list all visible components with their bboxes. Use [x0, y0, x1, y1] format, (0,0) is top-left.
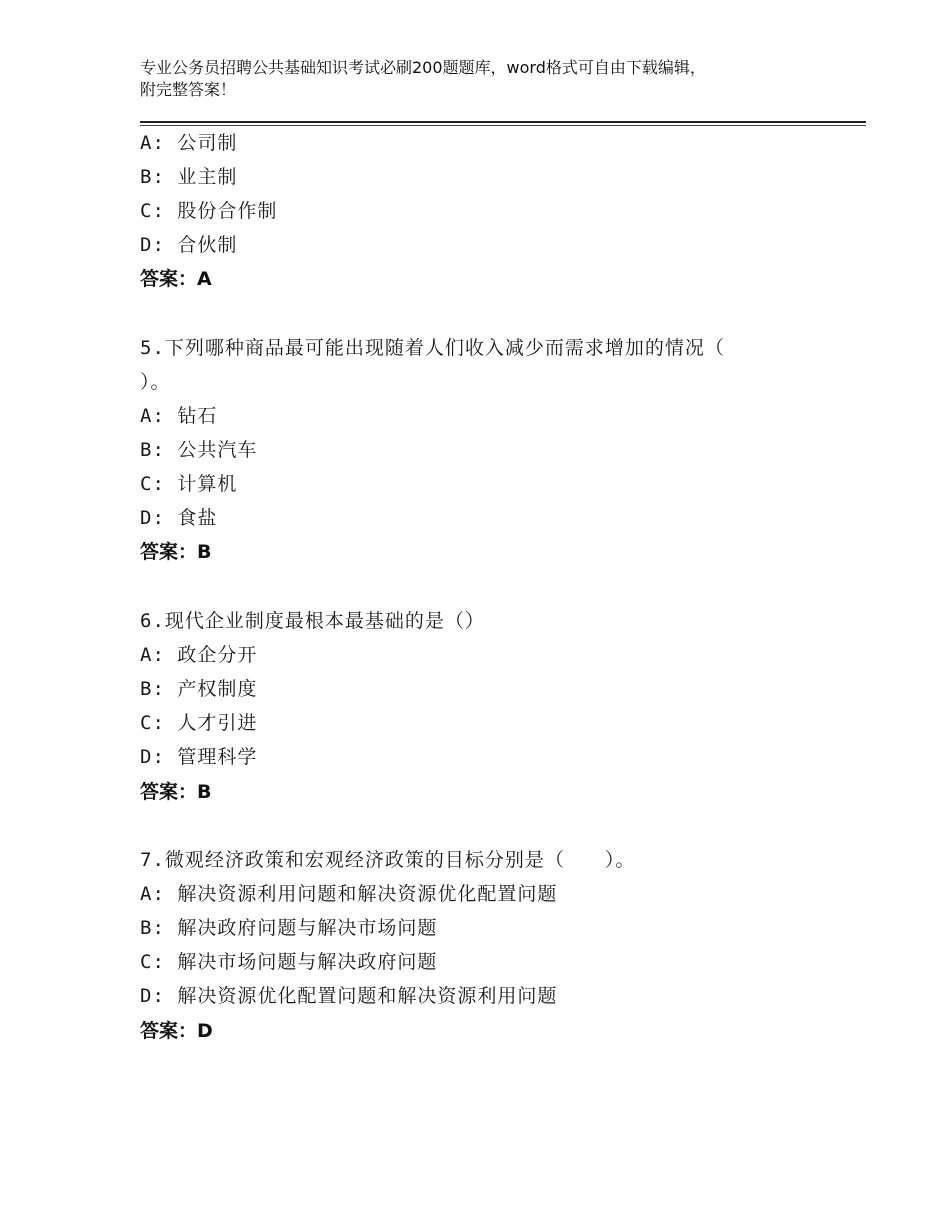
q7-option-d: D: 解决资源优化配置问题和解决资源利用问题 [140, 985, 558, 1007]
header-line-2: 附完整答案！ [140, 80, 237, 99]
q6-option-b: B: 产权制度 [140, 678, 258, 700]
q5-answer: 答案：B [140, 541, 212, 563]
q5-question-line-2: ）。 [140, 371, 171, 393]
q6-answer: 答案：B [140, 781, 212, 803]
q4-option-c: C: 股份合作制 [140, 200, 278, 222]
header-line-1: 专业公务员招聘公共基础知识考试必刷200题题库，word格式可自由下载编辑， [140, 58, 706, 77]
header-divider-thick [140, 121, 866, 123]
q7-answer: 答案：D [140, 1020, 213, 1042]
q6-option-c: C: 人才引进 [140, 712, 258, 734]
q4-option-a: A: 公司制 [140, 132, 238, 154]
q5-question-line-1: 5.下列哪种商品最可能出现随着人们收入减少而需求增加的情况（ [140, 337, 725, 359]
header-divider-thin [140, 125, 866, 126]
page-header [140, 57, 840, 101]
q7-option-a: A: 解决资源利用问题和解决资源优化配置问题 [140, 883, 558, 905]
q4-option-b: B: 业主制 [140, 166, 238, 188]
q6-option-a: A: 政企分开 [140, 644, 258, 666]
q5-option-c: C: 计算机 [140, 473, 238, 495]
q5-option-b: B: 公共汽车 [140, 439, 258, 461]
q6-option-d: D: 管理科学 [140, 746, 258, 768]
q5-option-d: D: 食盐 [140, 507, 218, 529]
q4-option-d: D: 合伙制 [140, 234, 238, 256]
q4-answer: 答案：A [140, 268, 212, 290]
q7-option-b: B: 解决政府问题与解决市场问题 [140, 917, 438, 939]
q7-option-c: C: 解决市场问题与解决政府问题 [140, 951, 438, 973]
q5-option-a: A: 钻石 [140, 405, 218, 427]
q7-question: 7.微观经济政策和宏观经济政策的目标分别是（ ）。 [140, 849, 636, 871]
q6-question: 6.现代企业制度最根本最基础的是（） [140, 610, 485, 632]
